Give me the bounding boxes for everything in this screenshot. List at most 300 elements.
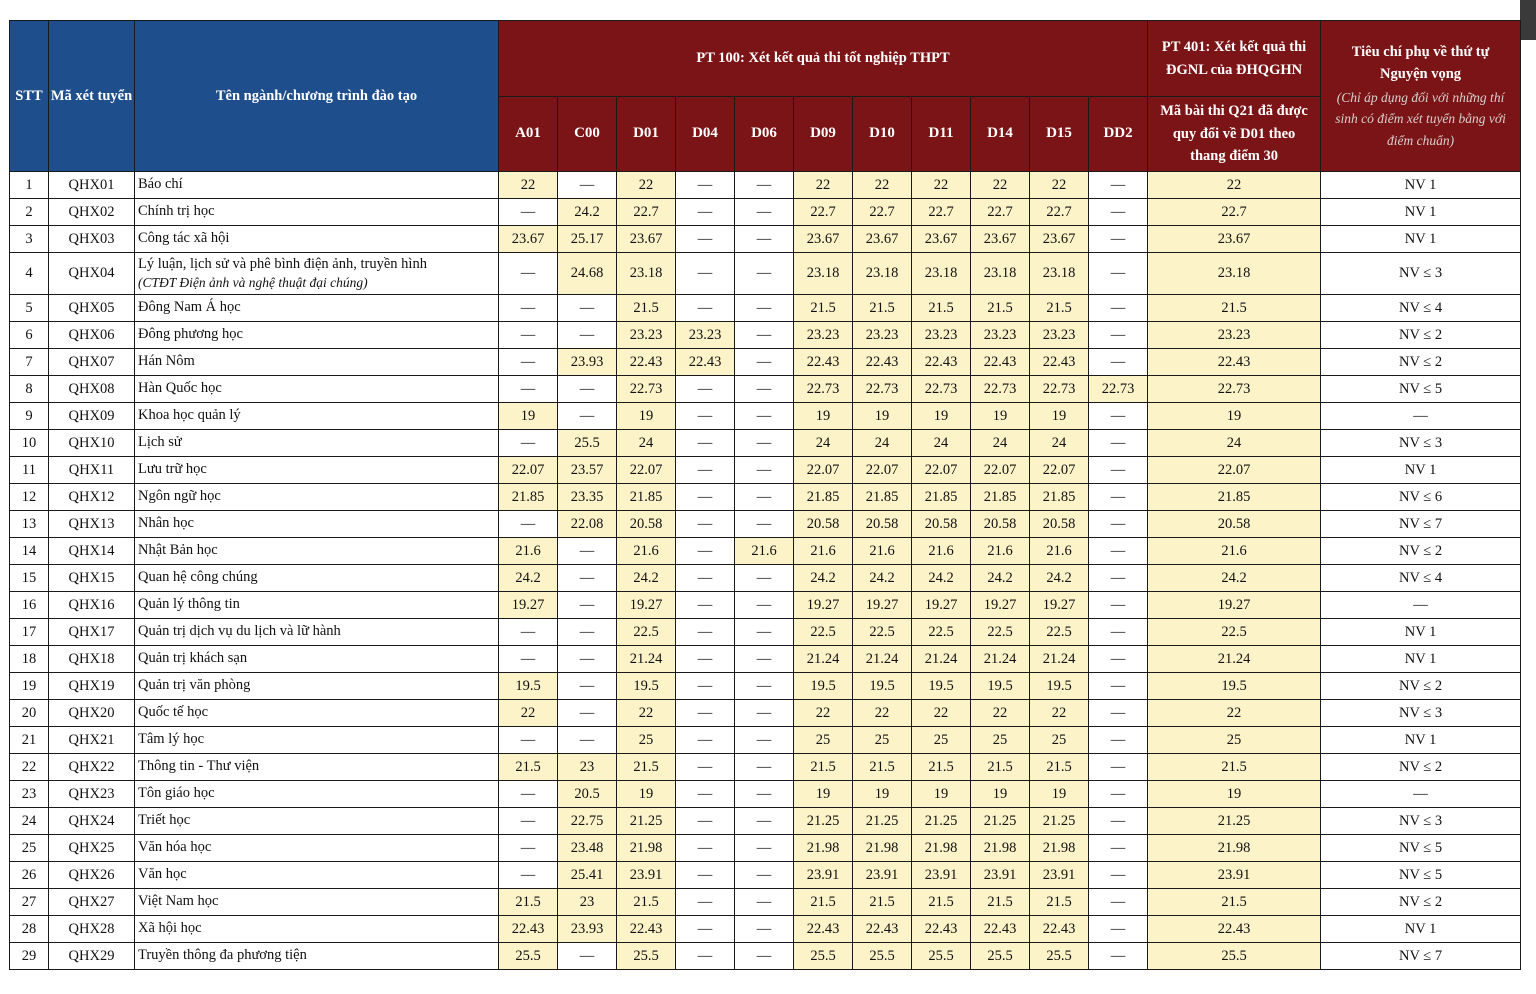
cell-ma-xet-tuyen: QHX10 (49, 430, 135, 457)
cell-score: 22 (853, 172, 912, 199)
cell-score: — (499, 646, 558, 673)
cell-score: — (1089, 430, 1148, 457)
cell-score: 19.27 (912, 592, 971, 619)
program-name: Công tác xã hội (138, 230, 230, 247)
cell-score: — (735, 781, 794, 808)
cell-score: — (558, 943, 617, 970)
cell-score: — (499, 781, 558, 808)
cell-score: — (676, 808, 735, 835)
cell-ten-nganh (135, 172, 499, 199)
cell-nguyen-vong: NV ≤ 2 (1321, 889, 1521, 916)
table-row (10, 565, 1521, 592)
program-name: Thông tin - Thư viện (138, 758, 260, 775)
table-row (10, 457, 1521, 484)
cell-stt: 27 (10, 889, 49, 916)
program-name: Chính trị học (138, 203, 215, 220)
cell-score: — (499, 349, 558, 376)
program-name: Quản trị văn phòng (138, 677, 251, 694)
cell-score: 19.27 (794, 592, 853, 619)
cell-score: 22 (617, 700, 676, 727)
cell-score: 22.5 (853, 619, 912, 646)
cell-stt: 1 (10, 172, 49, 199)
cell-score: — (676, 457, 735, 484)
table-row (10, 673, 1521, 700)
cell-score: — (735, 511, 794, 538)
program-name: Lý luận, lịch sử và phê bình điện ảnh, truyền hình (138, 255, 427, 272)
cell-ma-xet-tuyen: QHX09 (49, 403, 135, 430)
cell-score: — (1089, 457, 1148, 484)
cell-score: 22.07 (617, 457, 676, 484)
cell-score: 22.73 (617, 376, 676, 403)
cell-score: 19.27 (853, 592, 912, 619)
cell-ten-nganh (135, 376, 499, 403)
cell-score: 22.7 (912, 199, 971, 226)
cell-score: — (499, 808, 558, 835)
cell-score: 21.24 (1030, 646, 1089, 673)
cell-score: 25.5 (1030, 943, 1089, 970)
cell-ten-nganh (135, 889, 499, 916)
cell-nguyen-vong: NV 1 (1321, 199, 1521, 226)
program-name: Quản trị dịch vụ du lịch và lữ hành (138, 623, 341, 640)
cell-score: — (1089, 889, 1148, 916)
cell-score: 25.5 (912, 943, 971, 970)
header-combo: D09 (794, 97, 853, 172)
cell-score: — (1089, 781, 1148, 808)
cell-score: 22.43 (1030, 916, 1089, 943)
cell-stt: 29 (10, 943, 49, 970)
cell-score: 19.27 (971, 592, 1030, 619)
cell-ten-nganh (135, 538, 499, 565)
cell-score: 21.5 (971, 754, 1030, 781)
cell-score: 23.18 (853, 253, 912, 295)
cell-score: 23.91 (912, 862, 971, 889)
cell-score: 24.2 (853, 565, 912, 592)
cell-score: 23.18 (617, 253, 676, 295)
cell-score: — (1089, 565, 1148, 592)
cell-score: — (735, 199, 794, 226)
cell-nguyen-vong: NV 1 (1321, 226, 1521, 253)
cell-score: 21.24 (617, 646, 676, 673)
cell-score: 24.2 (971, 565, 1030, 592)
cell-nguyen-vong: NV ≤ 6 (1321, 484, 1521, 511)
cell-score: — (676, 172, 735, 199)
cell-score: — (735, 754, 794, 781)
cell-pt401: 22.43 (1148, 349, 1321, 376)
cell-pt401: 22 (1148, 172, 1321, 199)
cell-ten-nganh (135, 295, 499, 322)
cell-pt401: 23.91 (1148, 862, 1321, 889)
cell-score: — (558, 727, 617, 754)
program-name: Đông Nam Á học (138, 299, 241, 316)
cell-nguyen-vong: NV 1 (1321, 172, 1521, 199)
cell-score: — (499, 376, 558, 403)
cell-nguyen-vong: NV ≤ 4 (1321, 565, 1521, 592)
cell-score: — (676, 727, 735, 754)
cell-score: — (1089, 862, 1148, 889)
program-name: Quản lý thông tin (138, 596, 240, 613)
cell-score: 24.2 (617, 565, 676, 592)
cell-score: 21.24 (912, 646, 971, 673)
cell-score: — (499, 727, 558, 754)
cell-score: 22.73 (971, 376, 1030, 403)
cell-score: — (676, 253, 735, 295)
cell-score: 22.73 (853, 376, 912, 403)
cell-ten-nganh (135, 673, 499, 700)
program-subtitle: (CTĐT Điện ảnh và nghệ thuật đại chúng) (138, 275, 368, 291)
cell-score: 22 (794, 700, 853, 727)
cell-score: — (1089, 226, 1148, 253)
cell-score: 23.93 (558, 916, 617, 943)
header-combo: D01 (617, 97, 676, 172)
cell-ma-xet-tuyen: QHX26 (49, 862, 135, 889)
cell-score: 22.07 (1030, 457, 1089, 484)
cell-ma-xet-tuyen: QHX12 (49, 484, 135, 511)
cell-score: 19.27 (1030, 592, 1089, 619)
header-pt100: PT 100: Xét kết quả thi tốt nghiệp THPT (499, 21, 1148, 97)
cell-score: — (1089, 538, 1148, 565)
cell-score: 21.85 (499, 484, 558, 511)
cell-score: 21.25 (1030, 808, 1089, 835)
cell-score: 19 (971, 403, 1030, 430)
cell-score: 23.23 (676, 322, 735, 349)
cell-score: 22.43 (617, 349, 676, 376)
cell-ma-xet-tuyen: QHX07 (49, 349, 135, 376)
cell-nguyen-vong: NV ≤ 5 (1321, 862, 1521, 889)
cell-score: 23.67 (853, 226, 912, 253)
cell-ten-nganh (135, 727, 499, 754)
cell-score: — (1089, 646, 1148, 673)
cell-stt: 9 (10, 403, 49, 430)
cell-score: — (735, 646, 794, 673)
table-row (10, 226, 1521, 253)
cell-score: — (735, 916, 794, 943)
cell-score: — (558, 322, 617, 349)
header-stt: STT (10, 21, 49, 172)
cell-score: 22.5 (1030, 619, 1089, 646)
cell-score: 21.5 (853, 889, 912, 916)
cell-pt401: 21.85 (1148, 484, 1321, 511)
cell-score: 22.08 (558, 511, 617, 538)
header-pt401: PT 401: Xét kết quả thi ĐGNL của ĐHQGHN (1148, 21, 1321, 97)
cell-score: 21.5 (971, 889, 1030, 916)
cell-ma-xet-tuyen: QHX13 (49, 511, 135, 538)
cell-ma-xet-tuyen: QHX16 (49, 592, 135, 619)
cell-stt: 20 (10, 700, 49, 727)
cell-score: 22.43 (971, 349, 1030, 376)
table-row (10, 916, 1521, 943)
cell-nguyen-vong: NV 1 (1321, 457, 1521, 484)
program-name: Quản trị khách sạn (138, 650, 248, 667)
cell-ten-nganh (135, 322, 499, 349)
cell-pt401: 21.5 (1148, 295, 1321, 322)
program-name: Hán Nôm (138, 353, 195, 370)
program-name: Báo chí (138, 176, 183, 193)
cell-score: 22 (1030, 700, 1089, 727)
cell-score: 24 (971, 430, 1030, 457)
cell-score: 19.27 (499, 592, 558, 619)
cell-score: 21.85 (912, 484, 971, 511)
cell-ten-nganh (135, 700, 499, 727)
cell-ten-nganh (135, 349, 499, 376)
cell-score: 21.24 (971, 646, 1030, 673)
cell-score: 19 (617, 781, 676, 808)
cell-ma-xet-tuyen: QHX19 (49, 673, 135, 700)
cell-score: 21.5 (853, 295, 912, 322)
cell-score: — (735, 403, 794, 430)
cell-nguyen-vong: NV ≤ 7 (1321, 511, 1521, 538)
cell-score: 22.43 (617, 916, 676, 943)
cell-nguyen-vong: NV ≤ 3 (1321, 430, 1521, 457)
cell-pt401: 21.5 (1148, 889, 1321, 916)
cell-score: 21.5 (499, 889, 558, 916)
cell-score: — (676, 916, 735, 943)
cell-nguyen-vong: — (1321, 781, 1521, 808)
cell-score: 20.5 (558, 781, 617, 808)
cell-score: — (676, 226, 735, 253)
cell-score: — (676, 835, 735, 862)
cell-score: — (676, 646, 735, 673)
table-row (10, 199, 1521, 226)
cell-ma-xet-tuyen: QHX02 (49, 199, 135, 226)
cell-score: 20.58 (1030, 511, 1089, 538)
cell-score: 22.5 (794, 619, 853, 646)
cell-score: — (676, 565, 735, 592)
cell-score: 24 (1030, 430, 1089, 457)
header-combo: D15 (1030, 97, 1089, 172)
cell-score: — (676, 403, 735, 430)
table-row (10, 253, 1521, 295)
cell-score: — (735, 673, 794, 700)
cell-score: 22.43 (794, 916, 853, 943)
cell-score: 24 (617, 430, 676, 457)
cell-score: 21.5 (617, 889, 676, 916)
cell-score: 24.2 (499, 565, 558, 592)
cell-score: 21.6 (499, 538, 558, 565)
cell-score: — (499, 430, 558, 457)
cell-stt: 25 (10, 835, 49, 862)
table-row (10, 403, 1521, 430)
cell-score: 19 (853, 403, 912, 430)
cell-score: 22 (1030, 172, 1089, 199)
cell-stt: 6 (10, 322, 49, 349)
cell-score: 19.5 (1030, 673, 1089, 700)
cell-stt: 26 (10, 862, 49, 889)
cell-score: — (735, 700, 794, 727)
header-combo: C00 (558, 97, 617, 172)
cell-score: 22.73 (794, 376, 853, 403)
cell-score: 23.57 (558, 457, 617, 484)
cell-pt401: 24 (1148, 430, 1321, 457)
cell-score: — (1089, 754, 1148, 781)
cell-score: — (558, 592, 617, 619)
cell-nguyen-vong: — (1321, 403, 1521, 430)
table-row (10, 430, 1521, 457)
cell-score: — (676, 376, 735, 403)
cell-stt: 15 (10, 565, 49, 592)
cell-score: 22.7 (1030, 199, 1089, 226)
cell-score: — (735, 295, 794, 322)
cell-stt: 24 (10, 808, 49, 835)
cell-ma-xet-tuyen: QHX23 (49, 781, 135, 808)
cell-score: 21.6 (912, 538, 971, 565)
cell-score: 22 (617, 172, 676, 199)
table-row (10, 172, 1521, 199)
cell-score: 19.5 (853, 673, 912, 700)
cell-stt: 5 (10, 295, 49, 322)
cell-ten-nganh (135, 403, 499, 430)
cell-score: — (735, 592, 794, 619)
cell-score: 22.43 (853, 916, 912, 943)
cell-pt401: 25 (1148, 727, 1321, 754)
cell-score: 19 (794, 781, 853, 808)
cell-nguyen-vong: NV 1 (1321, 646, 1521, 673)
cell-score: 21.5 (853, 754, 912, 781)
cell-stt: 7 (10, 349, 49, 376)
cell-score: — (499, 295, 558, 322)
program-name: Quốc tế học (138, 704, 209, 721)
cell-score: 23.93 (558, 349, 617, 376)
table-row (10, 889, 1521, 916)
cell-score: 21.5 (617, 295, 676, 322)
cell-ma-xet-tuyen: QHX01 (49, 172, 135, 199)
header-combo: A01 (499, 97, 558, 172)
cell-ma-xet-tuyen: QHX11 (49, 457, 135, 484)
cell-score: 22 (971, 172, 1030, 199)
cell-score: 21.5 (912, 754, 971, 781)
program-name: Truyền thông đa phương tiện (138, 947, 307, 964)
program-name: Văn hóa học (138, 839, 212, 856)
cell-score: 21.85 (971, 484, 1030, 511)
cell-score: — (499, 619, 558, 646)
cell-stt: 11 (10, 457, 49, 484)
cell-nguyen-vong: NV 1 (1321, 619, 1521, 646)
cell-stt: 17 (10, 619, 49, 646)
cell-score: — (676, 943, 735, 970)
table-row (10, 862, 1521, 889)
cell-ten-nganh (135, 619, 499, 646)
cell-score: 24.2 (912, 565, 971, 592)
cell-score: 19.27 (617, 592, 676, 619)
cell-score: 22.5 (912, 619, 971, 646)
header-combo: D10 (853, 97, 912, 172)
header-combo: D06 (735, 97, 794, 172)
cell-score: — (1089, 700, 1148, 727)
cell-nguyen-vong: NV ≤ 4 (1321, 295, 1521, 322)
cell-score: 22.5 (617, 619, 676, 646)
cell-score: 19.5 (499, 673, 558, 700)
cell-score: — (1089, 199, 1148, 226)
cell-score: 22.73 (1089, 376, 1148, 403)
cell-score: 22.07 (971, 457, 1030, 484)
cell-score: 23.35 (558, 484, 617, 511)
cell-score: 22 (499, 700, 558, 727)
cell-score: — (1089, 592, 1148, 619)
cell-pt401: 21.5 (1148, 754, 1321, 781)
cell-ten-nganh (135, 457, 499, 484)
cell-score: 23.18 (794, 253, 853, 295)
cell-score: — (676, 673, 735, 700)
cell-ten-nganh (135, 226, 499, 253)
cell-score: 25.5 (558, 430, 617, 457)
cell-score: — (676, 511, 735, 538)
table-row (10, 700, 1521, 727)
cell-score: — (1089, 322, 1148, 349)
cell-stt: 22 (10, 754, 49, 781)
program-name: Quan hệ công chúng (138, 569, 258, 586)
cell-score: — (1089, 349, 1148, 376)
cell-score: 23.23 (1030, 322, 1089, 349)
cell-score: — (735, 253, 794, 295)
cell-stt: 12 (10, 484, 49, 511)
cell-pt401: 21.98 (1148, 835, 1321, 862)
cell-score: 22 (912, 700, 971, 727)
table-row (10, 295, 1521, 322)
cell-score: 24.2 (794, 565, 853, 592)
cell-score: — (735, 226, 794, 253)
cell-pt401: 23.67 (1148, 226, 1321, 253)
cell-score: 21.25 (912, 808, 971, 835)
cell-ten-nganh (135, 511, 499, 538)
cell-score: 21.5 (912, 295, 971, 322)
cell-score: 24 (853, 430, 912, 457)
cell-score: — (735, 727, 794, 754)
cell-pt401: 25.5 (1148, 943, 1321, 970)
cell-score: 24 (794, 430, 853, 457)
cell-score: 22.43 (912, 916, 971, 943)
cell-score: — (1089, 172, 1148, 199)
cell-score: 22.07 (912, 457, 971, 484)
table-row (10, 511, 1521, 538)
cell-score: — (558, 538, 617, 565)
program-name: Triết học (138, 812, 191, 829)
cell-score: 22 (912, 172, 971, 199)
cell-pt401: 19.27 (1148, 592, 1321, 619)
cell-score: — (558, 646, 617, 673)
program-name: Nhân học (138, 515, 194, 532)
cell-stt: 8 (10, 376, 49, 403)
cell-score: 25.5 (794, 943, 853, 970)
cell-score: 19.5 (912, 673, 971, 700)
table-row (10, 376, 1521, 403)
cell-score: 21.6 (794, 538, 853, 565)
cell-score: — (735, 457, 794, 484)
cell-ma-xet-tuyen: QHX05 (49, 295, 135, 322)
cell-score: 20.58 (912, 511, 971, 538)
cell-score: — (676, 619, 735, 646)
cell-score: 20.58 (971, 511, 1030, 538)
cell-ma-xet-tuyen: QHX17 (49, 619, 135, 646)
cell-score: 23.23 (971, 322, 1030, 349)
cell-ten-nganh (135, 592, 499, 619)
cell-score: — (558, 403, 617, 430)
cell-nguyen-vong: NV ≤ 2 (1321, 673, 1521, 700)
cell-score: — (735, 808, 794, 835)
cell-nguyen-vong: NV 1 (1321, 727, 1521, 754)
cell-nguyen-vong: NV ≤ 5 (1321, 835, 1521, 862)
table-row (10, 646, 1521, 673)
cell-score: 19 (912, 403, 971, 430)
cell-score: 23 (558, 754, 617, 781)
cell-pt401: 24.2 (1148, 565, 1321, 592)
cell-score: 25 (971, 727, 1030, 754)
cell-score: — (735, 484, 794, 511)
cell-nguyen-vong: NV ≤ 3 (1321, 253, 1521, 295)
cell-ma-xet-tuyen: QHX14 (49, 538, 135, 565)
cell-score: 25 (912, 727, 971, 754)
cell-score: — (1089, 619, 1148, 646)
cell-score: 19.5 (794, 673, 853, 700)
program-name: Lịch sử (138, 434, 182, 451)
